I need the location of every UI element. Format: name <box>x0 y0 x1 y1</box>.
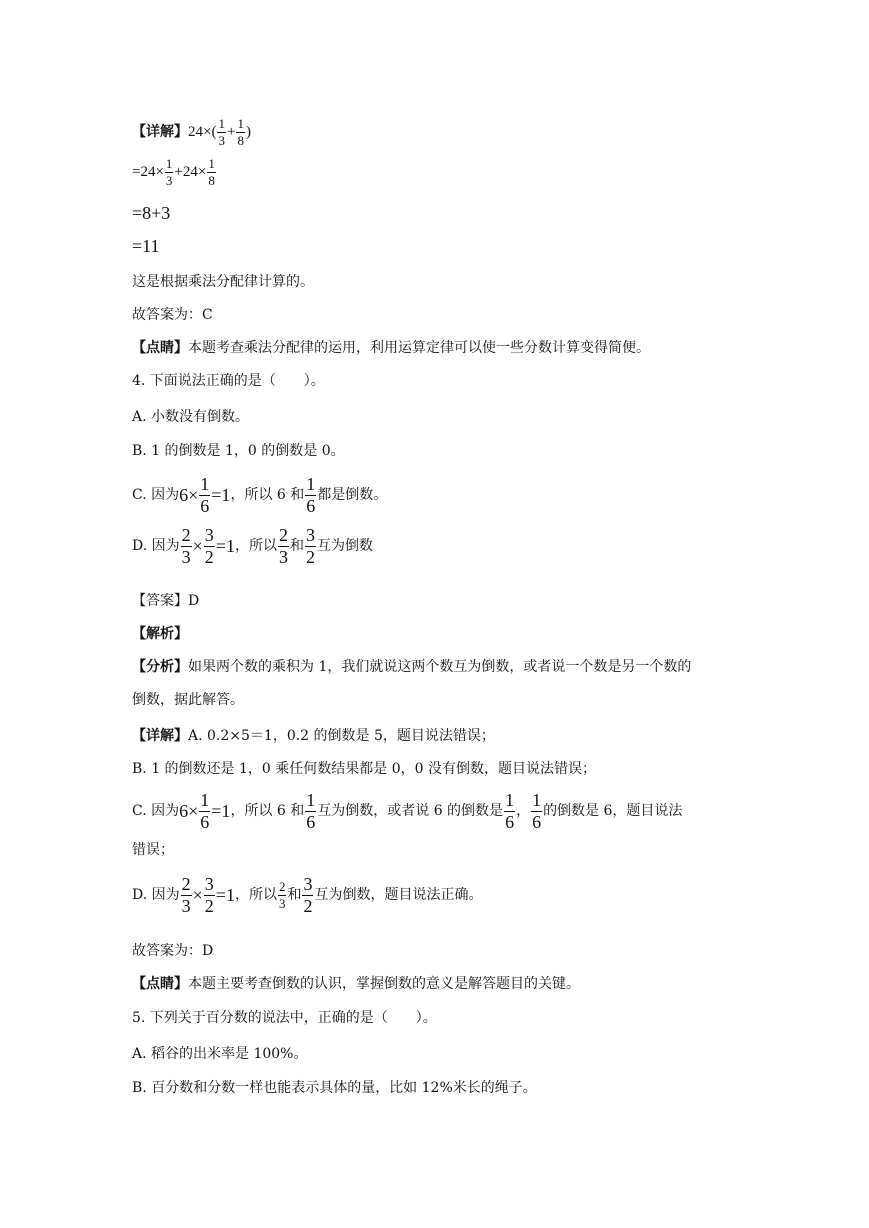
numerator: 3 <box>303 874 313 894</box>
denominator: 2 <box>204 546 214 567</box>
q4-analysis-label: 【解析】 <box>132 626 188 642</box>
q4-comment <box>132 977 580 991</box>
math: 6× <box>179 485 199 506</box>
step1-line <box>132 157 217 187</box>
fraction <box>181 526 192 567</box>
denominator: 3 <box>218 132 225 148</box>
q5-option-b: B. 百分数和分数一样也能表示具体的量，比如 12%米长的绳子。 <box>132 1080 537 1096</box>
step1-mid: +24× <box>174 163 207 180</box>
xiangjie-label: 【详解】 <box>132 728 188 744</box>
text: 互为倒数，题目说法正确。 <box>314 887 483 904</box>
numerator: 2 <box>278 525 288 545</box>
fraction <box>165 157 174 187</box>
q4-final-answer: 故答案为：D <box>132 943 214 959</box>
question-4-stem: 4. 下面说法正确的是（ ）。 <box>132 373 325 389</box>
numerator: 1 <box>306 790 316 810</box>
numerator: 2 <box>278 879 286 895</box>
xiangjie-a-text: A. 0.2×5＝1，0.2 的倒数是 5，题目说法错误； <box>188 728 495 744</box>
q4-option-b: B. 1 的倒数是 1，0 的倒数是 0。 <box>132 443 345 459</box>
fraction <box>504 791 515 832</box>
denominator: 6 <box>200 811 210 832</box>
math: × <box>192 885 203 906</box>
q4-xiangjie-c <box>132 791 682 832</box>
fraction <box>207 157 216 187</box>
denominator: 3 <box>278 546 288 567</box>
denominator: 6 <box>200 495 210 516</box>
fraction <box>531 791 542 832</box>
text: ，所以 <box>234 887 277 904</box>
q4-xiangjie-b: B. 1 的倒数还是 1，0 乘任何数结果都是 0，0 没有倒数，题目说法错误； <box>132 761 596 777</box>
detail-expression-line <box>132 117 251 147</box>
numerator: 3 <box>305 525 315 545</box>
fraction <box>305 526 316 567</box>
step1-prefix: =24× <box>132 163 164 180</box>
text: 互为倒数，或者说 6 的倒数是 <box>317 803 504 820</box>
denominator: 2 <box>303 895 313 916</box>
text: ，所以 <box>234 538 277 555</box>
step2-line: =8+3 <box>132 203 171 223</box>
q4-option-a: A. 小数没有倒数。 <box>132 409 250 425</box>
text: D. 因为 <box>132 887 180 904</box>
fraction <box>278 526 289 567</box>
q4-option-c <box>132 475 387 516</box>
text: ，所以 6 和 <box>230 487 305 504</box>
text: 和 <box>287 887 302 904</box>
fraction <box>236 117 245 147</box>
fraction <box>305 475 316 516</box>
numerator: 1 <box>165 156 173 171</box>
fraction <box>181 875 192 916</box>
math: =1 <box>215 885 235 906</box>
fraction <box>199 475 210 516</box>
denominator: 6 <box>532 811 542 832</box>
math: =1 <box>215 536 235 557</box>
denominator: 2 <box>204 895 214 916</box>
fenxi-text: 如果两个数的乘积为 1，我们就说这两个数互为倒数，或者说一个数是另一个数的 <box>188 659 692 675</box>
q4-xiangjie-c-2: 错误； <box>132 842 174 858</box>
question-5-stem: 5. 下列关于百分数的说法中，正确的是（ ）。 <box>132 1010 437 1026</box>
denominator: 3 <box>165 172 173 188</box>
q4-xiangjie-d <box>132 875 482 916</box>
numerator: 1 <box>306 474 316 494</box>
fraction <box>204 875 215 916</box>
numerator: 1 <box>208 156 215 171</box>
fraction <box>305 791 316 832</box>
text: D. 因为 <box>132 538 180 555</box>
answer-line: 故答案为：C <box>132 307 213 323</box>
comment-label: 【点睛】 <box>132 340 188 356</box>
numerator: 1 <box>237 116 244 131</box>
q4-fenxi <box>132 660 691 674</box>
math: =1 <box>211 801 231 822</box>
comment-text: 本题考查乘法分配律的运用，利用运算定律可以使一些分数计算变得简便。 <box>188 340 650 356</box>
q5-option-a: A. 稻谷的出米率是 100%。 <box>132 1046 308 1062</box>
fraction <box>199 791 210 832</box>
fraction <box>302 875 313 916</box>
q4-xiangjie-a <box>132 729 495 743</box>
text: C. 因为 <box>132 487 180 504</box>
plus-sign: + <box>226 123 236 140</box>
fraction <box>217 117 226 147</box>
numerator: 2 <box>181 874 191 894</box>
denominator: 6 <box>306 495 316 516</box>
comment-line <box>132 341 650 355</box>
numerator: 3 <box>204 525 214 545</box>
math: 6× <box>179 801 199 822</box>
numerator: 2 <box>181 525 191 545</box>
math: =1 <box>211 485 231 506</box>
denominator: 8 <box>208 172 215 188</box>
comment-label: 【点睛】 <box>132 976 188 992</box>
denominator: 3 <box>181 895 191 916</box>
denominator: 6 <box>306 811 316 832</box>
numerator: 1 <box>218 116 225 131</box>
q4-fenxi-2: 倒数，据此解答。 <box>132 692 244 708</box>
q4-option-d <box>132 526 373 567</box>
text: 互为倒数 <box>316 538 373 555</box>
numerator: 3 <box>204 874 214 894</box>
note-line: 这是根据乘法分配律计算的。 <box>132 274 314 290</box>
fenxi-label: 【分析】 <box>132 659 188 675</box>
step3-line: =11 <box>132 236 160 256</box>
denominator: 6 <box>505 811 515 832</box>
numerator: 1 <box>200 790 210 810</box>
expr-prefix: 24×( <box>188 123 217 140</box>
text: ，所以 6 和 <box>230 803 305 820</box>
denominator: 3 <box>181 546 191 567</box>
fraction <box>278 880 287 910</box>
expr-suffix: ) <box>245 123 251 140</box>
numerator: 1 <box>532 790 542 810</box>
denominator: 8 <box>237 132 244 148</box>
q4-answer: 【答案】D <box>132 593 200 609</box>
comment-text: 本题主要考查倒数的认识，掌握倒数的意义是解答题目的关键。 <box>188 976 580 992</box>
denominator: 3 <box>278 895 286 911</box>
text: 都是倒数。 <box>317 487 388 504</box>
detail-label: 【详解】 <box>132 124 188 141</box>
text: ， <box>516 803 531 820</box>
denominator: 2 <box>305 546 315 567</box>
fraction <box>204 526 215 567</box>
math: × <box>192 536 203 557</box>
text: 和 <box>289 538 304 555</box>
text: 的倒数是 6，题目说法 <box>543 803 683 820</box>
text: C. 因为 <box>132 803 180 820</box>
numerator: 1 <box>200 474 210 494</box>
numerator: 1 <box>505 790 515 810</box>
